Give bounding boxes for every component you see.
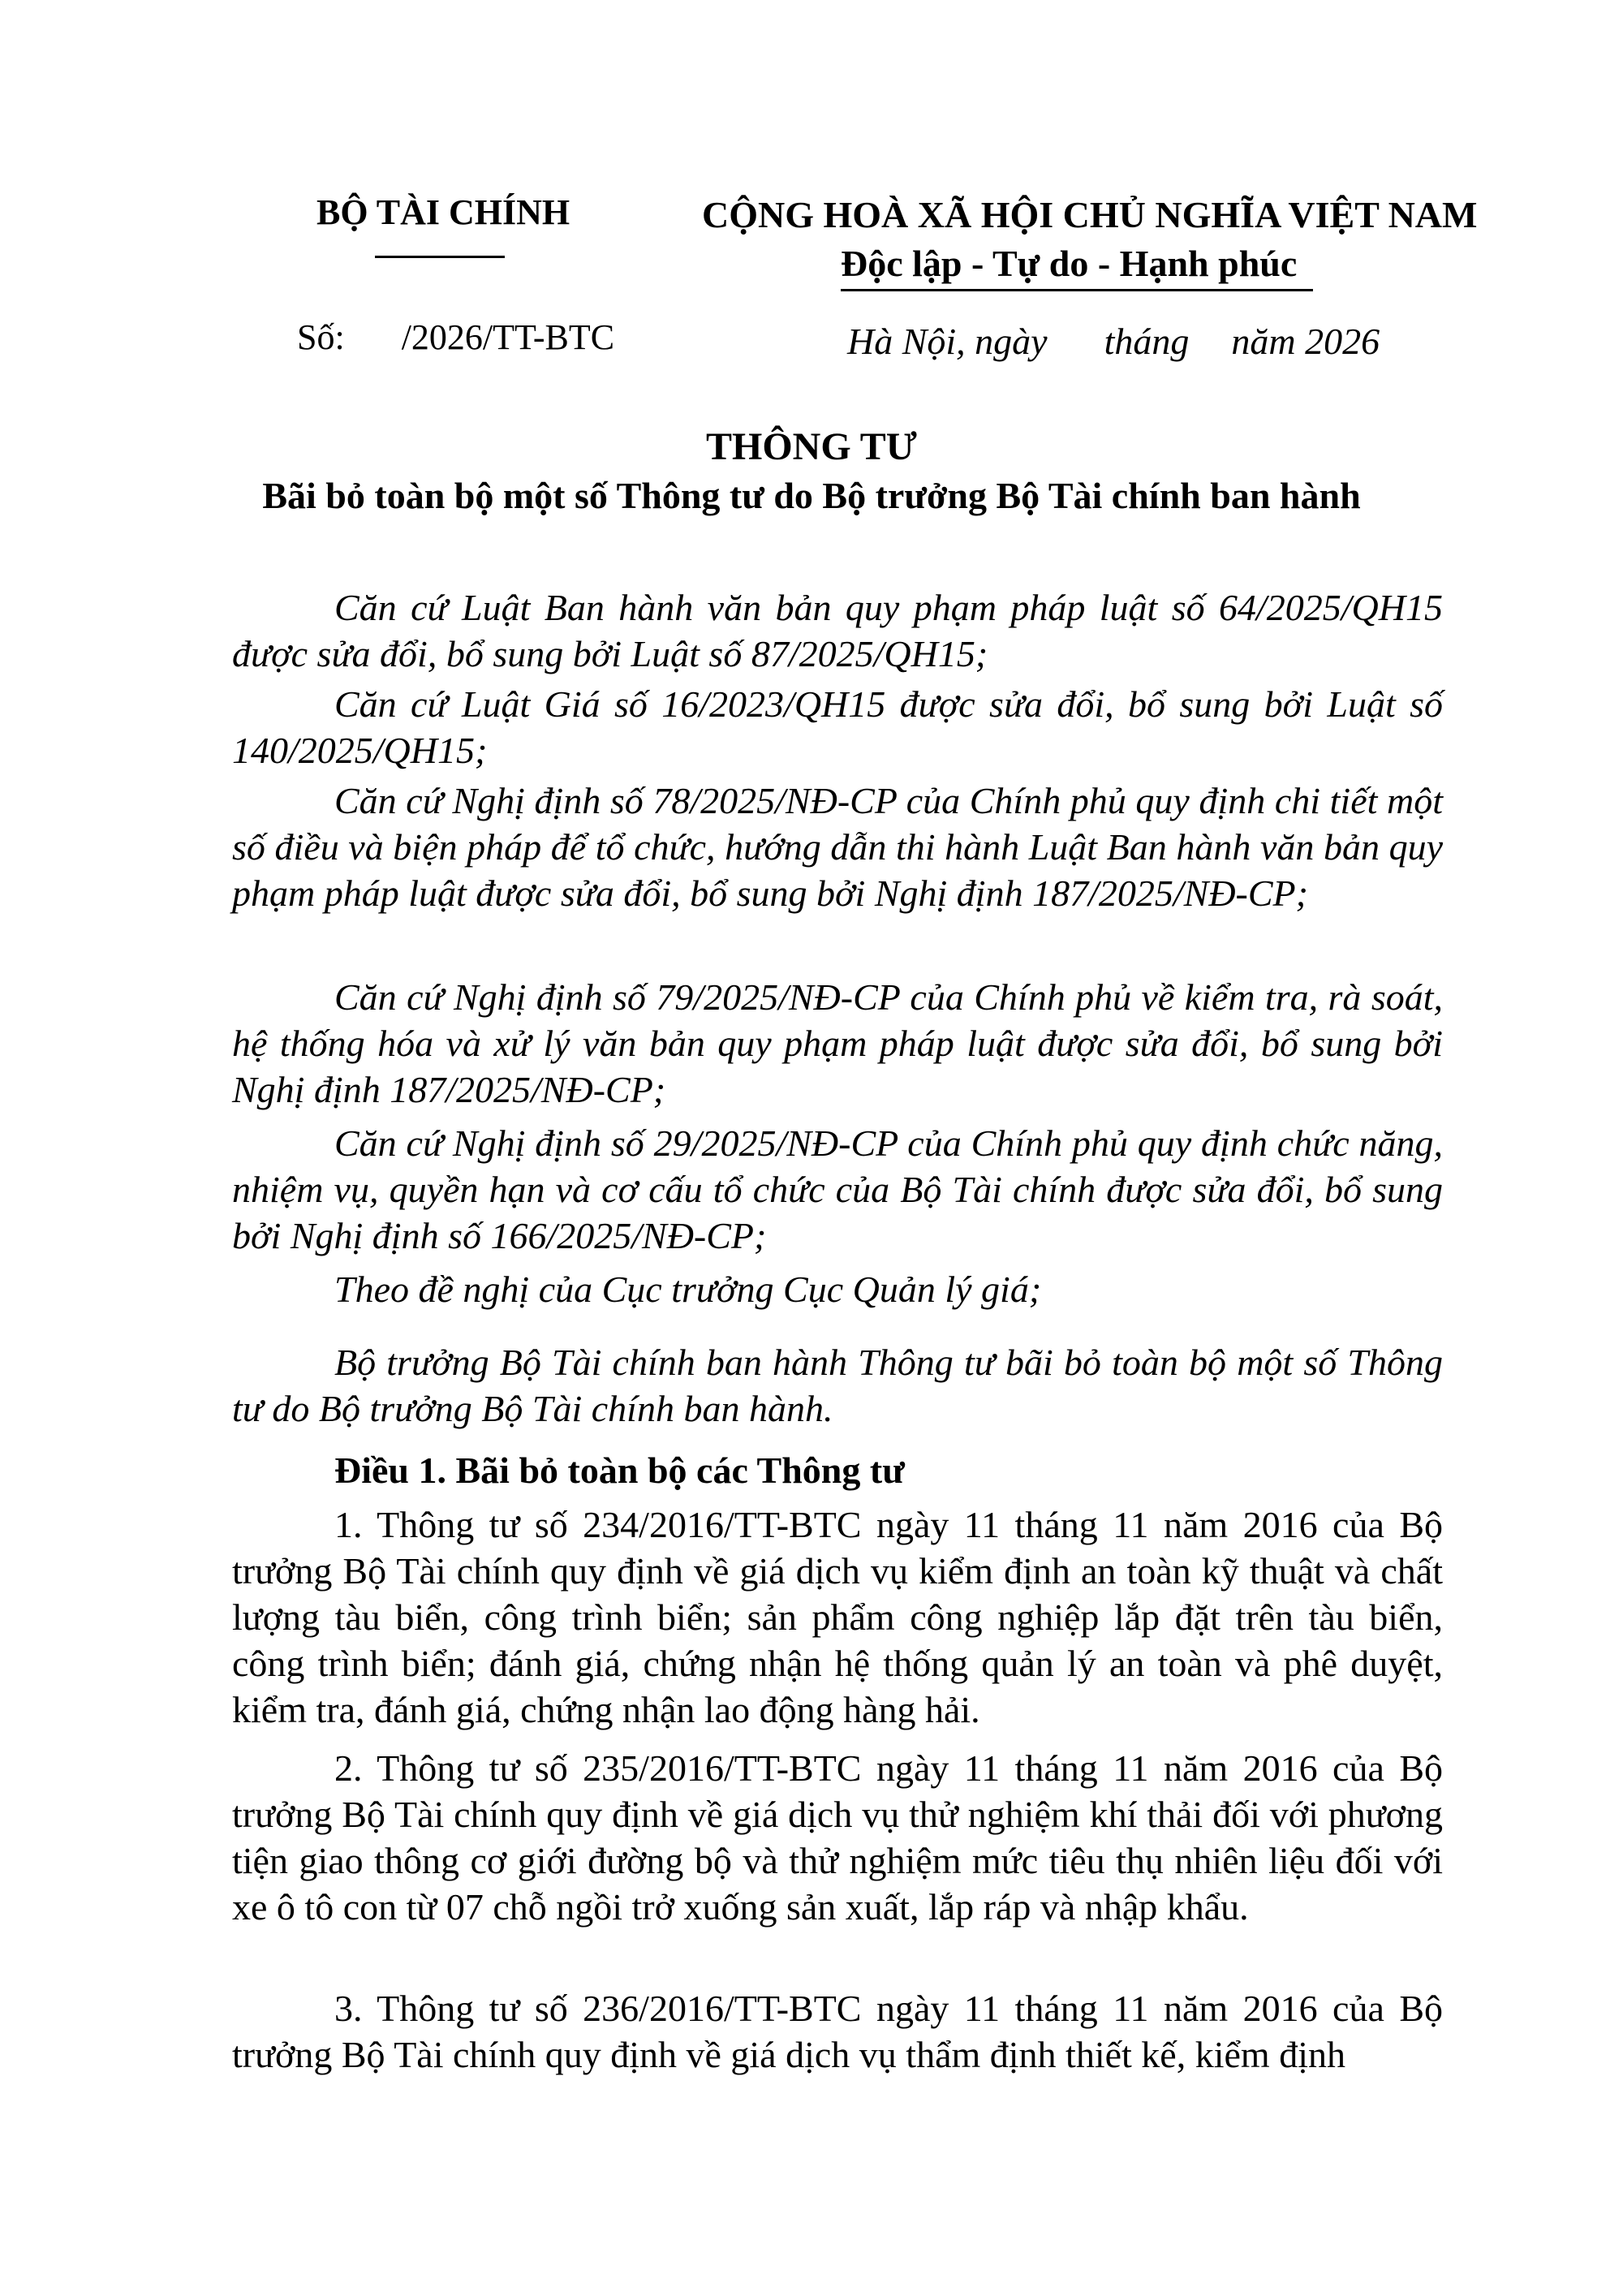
basis-paragraph: Căn cứ Nghị định số 78/2025/NĐ-CP của Chính phủ quy định chi tiết một số điều và biện pháp để tổ chức, hướng dẫn thi hành Luật Ban hành văn bản quy phạm pháp luật được sửa đổi, bổ sung bởi Nghị định 187/2025/NĐ-CP; — [232, 780, 1443, 914]
place-and-date — [847, 320, 1380, 363]
legal-basis-3 — [232, 778, 1443, 916]
legal-basis-5 — [232, 1120, 1443, 1259]
article-item-text: 1. Thông tư số 234/2016/TT-BTC ngày 11 tháng 11 năm 2016 của Bộ trưởng Bộ Tài chính quy định về giá dịch vụ kiểm định an toàn kỹ thuật và chất lượng tàu biển, công trình biển; sản phẩm công nghiệp lắp đặt trên tàu biển, công trình biển; đánh giá, chứng nhận hệ thống quản lý an toàn và phê duyệt, kiểm tra, đánh giá, chứng nhận lao động hàng hải. — [232, 1504, 1443, 1730]
article-item-text: 2. Thông tư số 235/2016/TT-BTC ngày 11 tháng 11 năm 2016 của Bộ trưởng Bộ Tài chính quy định về giá dịch vụ thử nghiệm khí thải đối với phương tiện giao thông cơ giới đường bộ và thử nghiệm mức tiêu thụ nhiên liệu đối với xe ô tô con từ 07 chỗ ngồi trở xuống sản xuất, lắp ráp và nhập khẩu. — [232, 1747, 1443, 1928]
basis-paragraph: Căn cứ Nghị định số 29/2025/NĐ-CP của Chính phủ quy định chức năng, nhiệm vụ, quyền hạn và cơ cấu tổ chức của Bộ Tài chính được sửa đổi, bổ sung bởi Nghị định số 166/2025/NĐ-CP; — [232, 1122, 1443, 1256]
legal-basis-7 — [232, 1339, 1443, 1432]
national-motto: Độc lập - Tự do - Hạnh phúc — [841, 243, 1298, 284]
national-title: CỘNG HOÀ XÃ HỘI CHỦ NGHĨA VIỆT NAM — [702, 194, 1478, 235]
article-1-item-3 — [232, 1985, 1443, 2078]
article-item-text: 3. Thông tư số 236/2016/TT-BTC ngày 11 tháng 11 năm 2016 của Bộ trưởng Bộ Tài chính quy định về giá dịch vụ thẩm định thiết kế, kiểm định — [232, 1988, 1443, 2075]
legal-basis-6 — [232, 1266, 1443, 1312]
agency-underline — [375, 256, 505, 258]
document-type: THÔNG TƯ — [705, 425, 918, 468]
motto-underline — [841, 289, 1313, 291]
article-1-item-2 — [232, 1745, 1443, 1930]
legal-basis-1 — [232, 584, 1443, 677]
document-number — [297, 317, 614, 358]
document-subject: Bãi bỏ toàn bộ một số Thông tư do Bộ trưởng Bộ Tài chính ban hành — [262, 475, 1361, 516]
basis-paragraph: Căn cứ Luật Ban hành văn bản quy phạm pháp luật số 64/2025/QH15 được sửa đổi, bổ sung bởi Luật số 87/2025/QH15; — [232, 587, 1443, 674]
basis-paragraph: Bộ trưởng Bộ Tài chính ban hành Thông tư bãi bỏ toàn bộ một số Thông tư do Bộ trưởng Bộ Tài chính ban hành. — [232, 1342, 1443, 1429]
place-date-part2: tháng — [1104, 321, 1190, 362]
document-number-value: /2026/TT-BTC — [401, 317, 615, 357]
basis-paragraph: Căn cứ Luật Giá số 16/2023/QH15 được sửa đổi, bổ sung bởi Luật số 140/2025/QH15; — [232, 683, 1443, 771]
place-date-part1: Hà Nội, ngày — [847, 321, 1048, 362]
document-number-label: Số: — [297, 317, 345, 357]
basis-paragraph: Theo đề nghị của Cục trưởng Cục Quản lý giá; — [334, 1269, 1042, 1310]
legal-basis-4 — [232, 974, 1443, 1113]
issuing-agency: BỘ TÀI CHÍNH — [316, 192, 570, 232]
place-date-part3: năm 2026 — [1231, 321, 1380, 362]
basis-paragraph: Căn cứ Nghị định số 79/2025/NĐ-CP của Chính phủ về kiểm tra, rà soát, hệ thống hóa và xử lý văn bản quy phạm pháp luật được sửa đổi, bổ sung bởi Nghị định 187/2025/NĐ-CP; — [232, 976, 1443, 1110]
legal-basis-2 — [232, 681, 1443, 773]
article-1-title: Điều 1. Bãi bỏ toàn bộ các Thông tư — [334, 1450, 905, 1491]
article-1-item-1 — [232, 1501, 1443, 1733]
